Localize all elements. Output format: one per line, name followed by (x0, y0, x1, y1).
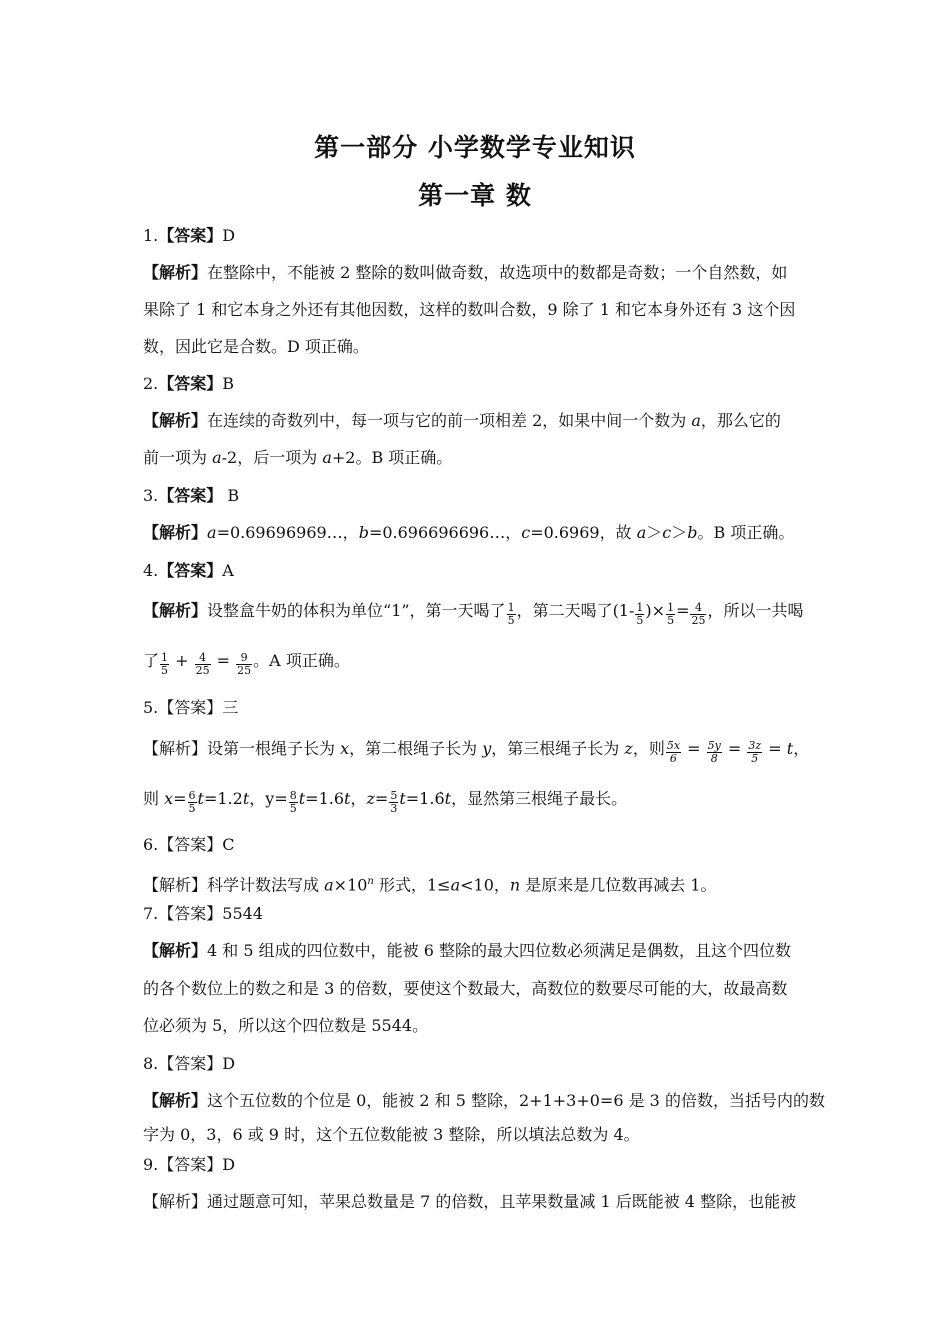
fraction: $\frac{4}{25}$ (195, 651, 210, 677)
fraction: $\frac{5x}{6}$ (666, 739, 681, 765)
q6-answer: 6.【答案】C (143, 835, 235, 854)
q6-analysis: 【解析】科学计数法写成 $a\times 10^n$ 形式，1≤a<10，n 是原来是几位数再减去 1。 (143, 875, 717, 895)
q7-analysis-line1: 【解析】4 和 5 组成的四位数中，能被 6 整除的最大四位数必须满足是偶数，且这个四位数 (143, 941, 791, 960)
q1-analysis-line3: 数，因此它是合数。D 项正确。 (143, 337, 369, 356)
q5-analysis-line2: 则 x= $\frac{6}{5}$ t=1.2t，y= $\frac{8}{5}$ t=1.6t，z= $\frac{5}{3}$ t=1.6̇t，显然第三根绳子最长。 (143, 789, 628, 815)
q8-answer: 8.【答案】D (143, 1054, 236, 1073)
q8-analysis-line2: 字为 0，3，6 或 9 时，这个五位数能被 3 整除，所以填法总数为 4。 (143, 1125, 640, 1144)
chapter-title: 第一章 数 (418, 181, 532, 210)
fraction: $\frac{1}{5}$ (161, 651, 169, 677)
q9-analysis-line1: 【解析】通过题意可知，苹果总数量是 7 的倍数，且苹果数量减 1 后既能被 4 整除，也能被 (143, 1192, 797, 1211)
q3-answer: 3.【答案】 B (143, 486, 240, 505)
fraction: $\frac{8}{5}$ (289, 789, 297, 815)
q4-analysis-line1: 【解析】设整盒牛奶的体积为单位“1”，第一天喝了 $\frac{1}{5}$ ，第二天喝了(1- $\frac{1}{5}$ )× $\frac{1}{5}$ = $\frac{4}{25}$ ，所以一共喝 (143, 601, 804, 627)
q9-answer: 9.【答案】D (143, 1155, 236, 1174)
q1-analysis-line1: 【解析】在整除中，不能被 2 整除的数叫做奇数，故选项中的数都是奇数；一个自然数，如 (143, 263, 788, 282)
fraction: $\frac{1}{5}$ (507, 601, 515, 627)
q4-analysis-line2: 了 $\frac{1}{5}$ + $\frac{4}{25}$ = $\frac{9}{25}$ 。A 项正确。 (143, 651, 350, 677)
fraction: $\frac{4}{25}$ (691, 601, 706, 627)
q7-analysis-line2: 的各个数位上的数之和是 3 的倍数，要使这个数最大，高数位的数要尽可能的大，故最高数 (143, 979, 788, 998)
fraction: $\frac{5}{3}$ (390, 789, 398, 815)
q2-answer: 2.【答案】B (143, 374, 235, 393)
q1-analysis-line2: 果除了 1 和它本身之外还有其他因数，这样的数叫合数，9 除了 1 和它本身外还有 3 这个因 (143, 300, 796, 319)
q5-analysis-line1: 【解析】设第一根绳子长为 x，第二根绳子长为 y，第三根绳子长为 z，则 $\frac{5x}{6}$ = $\frac{5y}{8}$ = $\frac{3z}{5}$ = t， (143, 739, 810, 765)
q2-analysis-line2: 前一项为 a-2，后一项为 a+2。B 项正确。 (143, 448, 453, 467)
q2-analysis-line1: 【解析】在连续的奇数列中，每一项与它的前一项相差 2，如果中间一个数为 a，那么它的 (143, 411, 781, 430)
fraction: $\frac{1}{5}$ (667, 601, 675, 627)
q5-answer: 5.【答案】三 (143, 698, 239, 717)
fraction: $\frac{6}{5}$ (188, 789, 196, 815)
q3-analysis: 【解析】a=0.69696969…，b=0.696696696…，c=0.6969，故 a＞c＞b。B 项正确。 (143, 523, 795, 542)
fraction: $\frac{5y}{8}$ (707, 739, 721, 765)
q8-analysis-line1: 【解析】这个五位数的个位是 0，能被 2 和 5 整除，2+1+3+0=6 是 3 的倍数，当括号内的数 (143, 1091, 825, 1110)
fraction: $\frac{1}{5}$ (636, 601, 644, 627)
q1-answer: 1.【答案】D (143, 226, 236, 245)
fraction: $\frac{9}{25}$ (237, 651, 252, 677)
q7-answer: 7.【答案】5544 (143, 904, 263, 923)
q7-analysis-line3: 位必须为 5，所以这个四位数是 5544。 (143, 1016, 429, 1035)
part-title: 第一部分 小学数学专业知识 (314, 133, 636, 162)
fraction: $\frac{3z}{5}$ (748, 739, 762, 765)
q4-answer: 4.【答案】A (143, 561, 234, 580)
